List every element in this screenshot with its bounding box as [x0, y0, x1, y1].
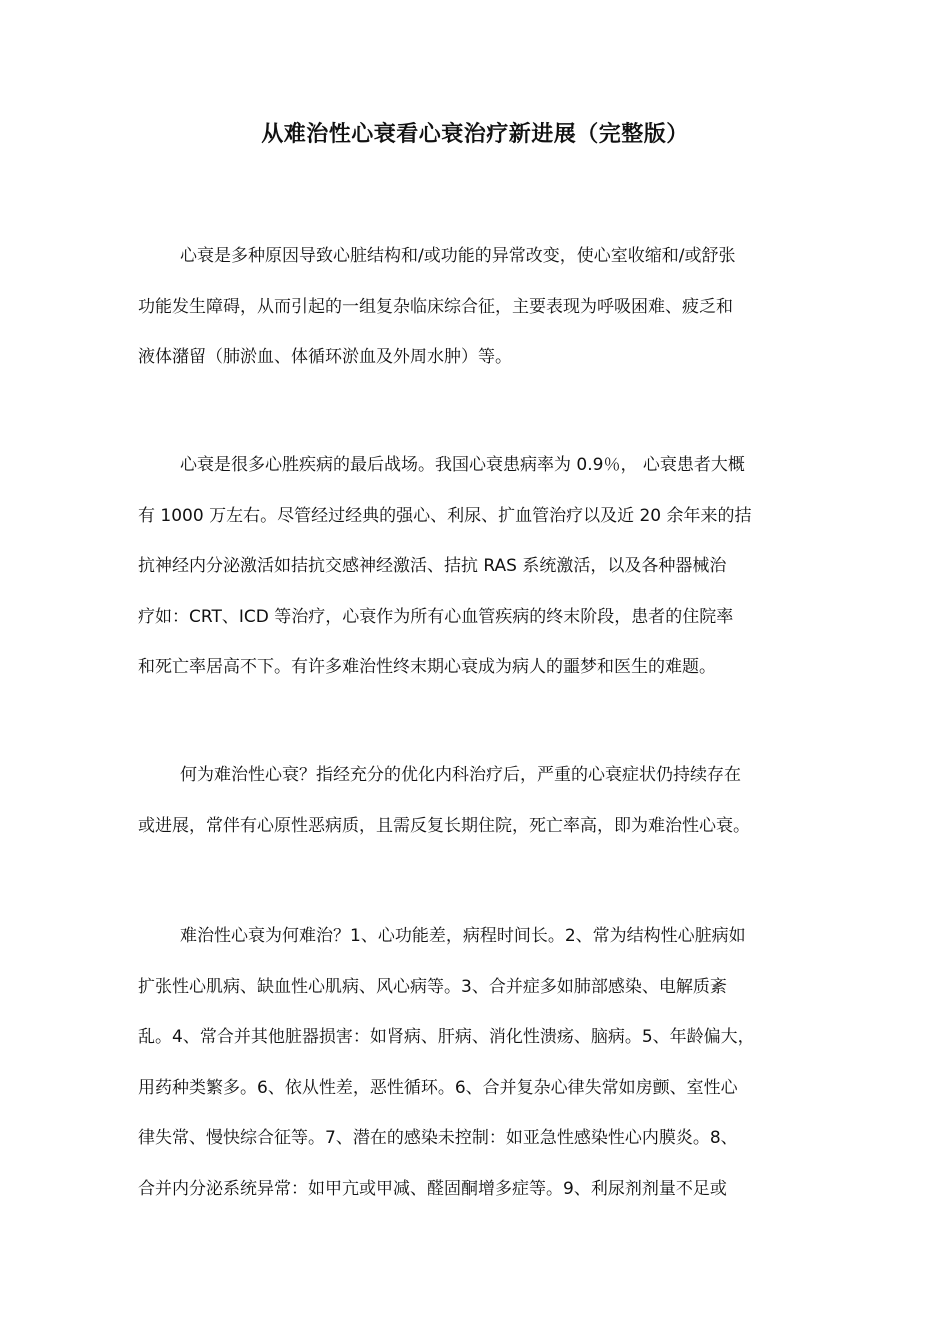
- paragraph-line: 难治性心衰为何难治？1、心功能差，病程时间长。2、常为结构性心脏病如: [180, 926, 746, 946]
- paragraph-line: 心衰是很多心胜疾病的最后战场。我国心衰患病率为 0.9％， 心衰患者大概: [180, 455, 745, 475]
- paragraph-refractory-causes: [138, 911, 828, 1214]
- paragraph-line: 抗神经内分泌激活如拮抗交感神经激活、拮抗 RAS 系统激活，以及各种器械治: [138, 556, 727, 576]
- paragraph-line: 用药种类繁多。6、依从性差，恶性循环。6、合并复杂心律失常如房颤、室性心: [138, 1077, 738, 1098]
- paragraph-line: 液体潴留（肺淤血、体循环淤血及外周水肿）等。: [138, 347, 512, 367]
- paragraph-line: 合并内分泌系统异常：如甲亢或甲减、醛固酮增多症等。9、利尿剂剂量不足或: [138, 1178, 727, 1199]
- paragraph-line: 心衰是多种原因导致心脏结构和/或功能的异常改变，使心室收缩和/或舒张: [180, 246, 736, 266]
- paragraph-line: 和死亡率居高不下。有许多难治性终末期心衰成为病人的噩梦和医生的难题。: [138, 657, 716, 677]
- document-title: 从难治性心衰看心衰治疗新进展（完整版）: [261, 122, 689, 147]
- paragraph-heart-failure-prevalence: [138, 440, 828, 693]
- paragraph-refractory-definition: [138, 750, 828, 851]
- paragraph-line: 何为难治性心衰？指经充分的优化内科治疗后，严重的心衰症状仍持续存在: [180, 765, 741, 785]
- paragraph-line: 扩张性心肌病、缺血性心肌病、风心病等。3、合并症多如肺部感染、电解质紊: [138, 976, 727, 997]
- paragraph-heart-failure-definition: [138, 231, 828, 383]
- paragraph-line: 乱。4、常合并其他脏器损害：如肾病、肝病、消化性溃疡、脑病。5、年龄偏大，: [138, 1027, 755, 1047]
- paragraph-line: 功能发生障碍，从而引起的一组复杂临床综合征，主要表现为呼吸困难、疲乏和: [138, 296, 733, 317]
- paragraph-line: 疗如：CRT、ICD 等治疗，心衰作为所有心血管疾病的终末阶段，患者的住院率: [138, 606, 734, 627]
- paragraph-line: 有 1000 万左右。尽管经过经典的强心、利尿、扩血管治疗以及近 20 余年来的拮: [138, 505, 752, 526]
- paragraph-line: 或进展，常伴有心原性恶病质，且需反复长期住院，死亡率高，即为难治性心衰。: [138, 815, 750, 836]
- paragraph-line: 律失常、慢快综合征等。7、潜在的感染未控制：如亚急性感染性心内膜炎。8、: [138, 1128, 738, 1148]
